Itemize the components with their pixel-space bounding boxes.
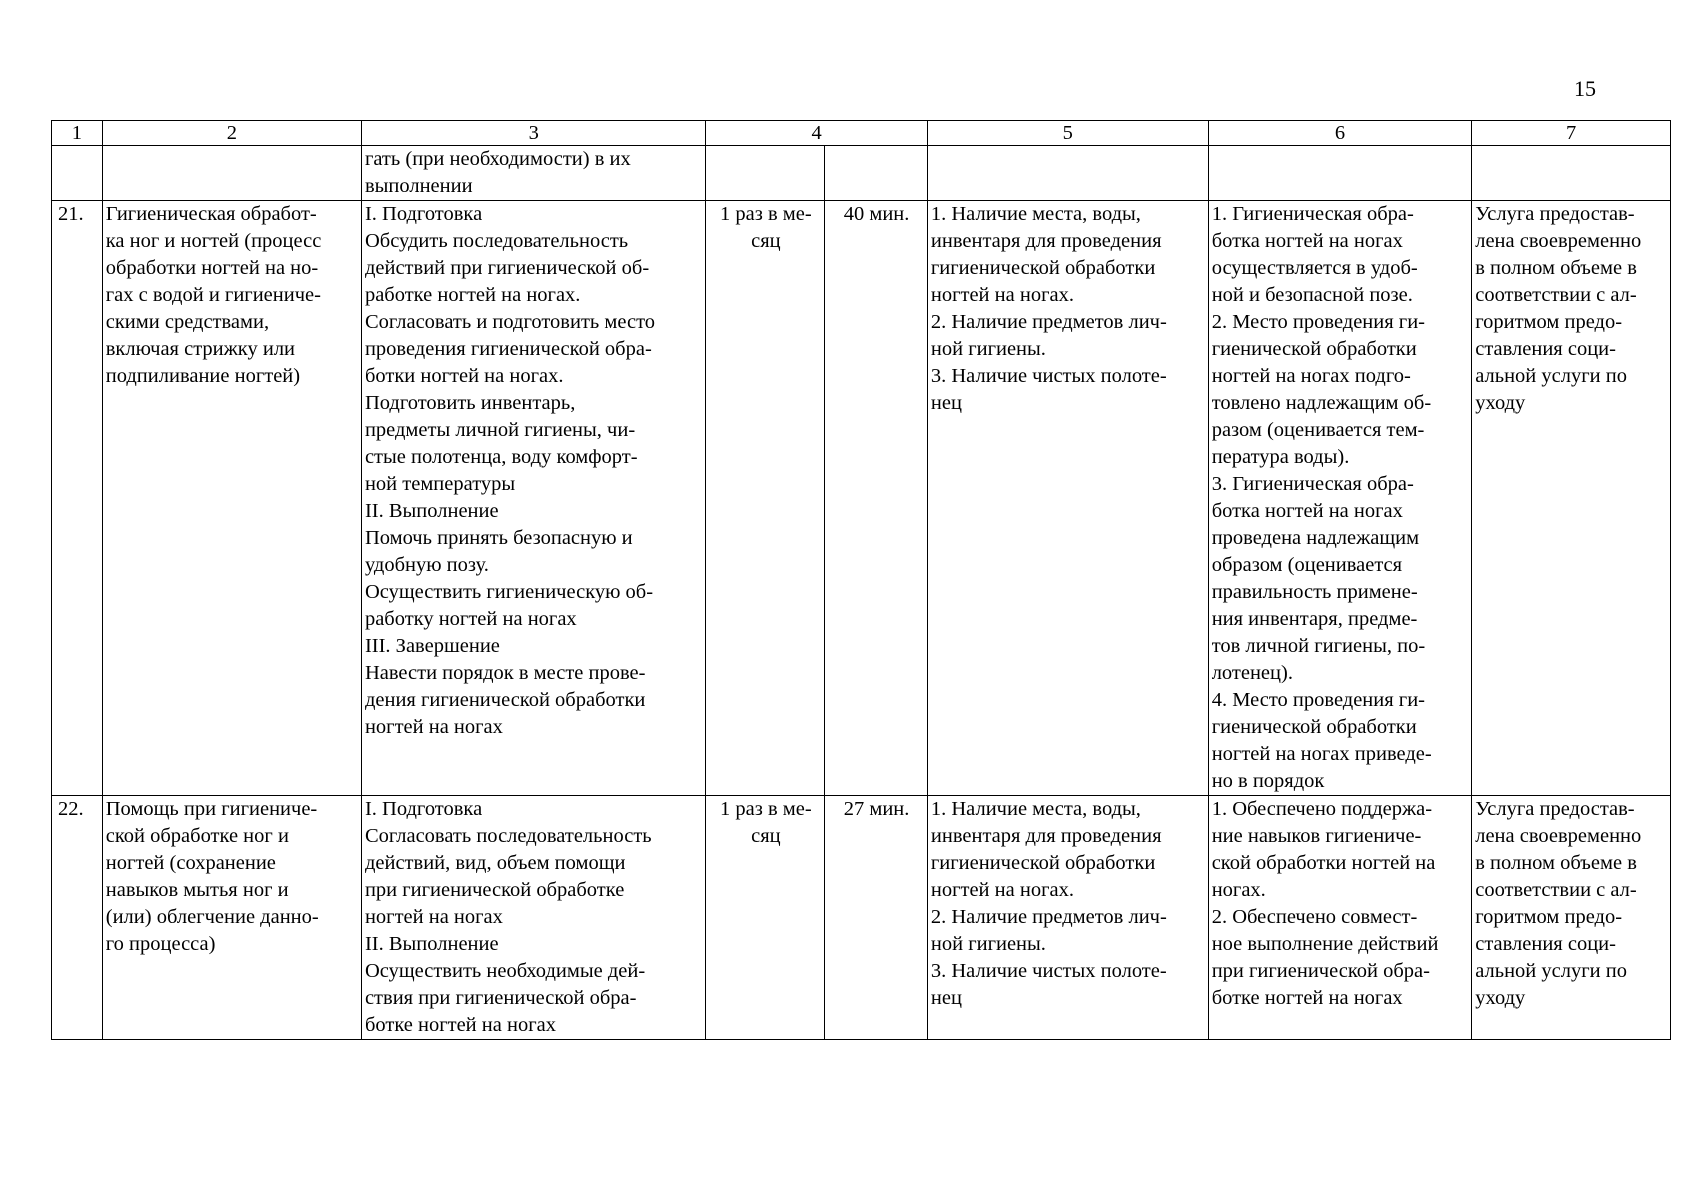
conditions-cell: 1. Наличие места, воды, инвентаря для проведения гигиенической обработки ногтей на ногах. 2. Наличие предметов лич- ной гигиены. 3. Наличие чистых полоте- нец [927, 201, 1208, 796]
column-number: 4 [706, 121, 927, 146]
table-cell [706, 146, 825, 201]
quality-cell: 1. Гигиеническая обра- ботка ногтей на ногах осуществляется в удоб- ной и безопасной позе. 2. Место проведения ги- гиенической обработки ногтей на ногах подго- товлено надлежащим об- разом (оценивается тем- пература воды). 3. Гигиеническая обра- ботка ногтей на ногах проведена надлежащим образом (оценивается правильность примене- ния инвентаря, предме- тов личной гигиены, по- лотенец). 4. Место проведения ги- гиенической обработки ногтей на ногах приведе- но в порядок [1208, 201, 1472, 796]
conditions-cell: 1. Наличие места, воды, инвентаря для проведения гигиенической обработки ногтей на ногах. 2. Наличие предметов лич- ной гигиены. 3. Наличие чистых полоте- нец [927, 796, 1208, 1040]
table-cell [927, 146, 1208, 201]
duration-cell: 40 мин. [825, 201, 928, 796]
row-number: 22. [52, 796, 103, 1040]
frequency-cell: 1 раз в ме- сяц [706, 796, 825, 1040]
continuation-row [52, 146, 1671, 201]
services-table [51, 120, 1671, 1040]
actions-cell: I. Подготовка Обсудить последовательность действий при гигиенической об- работке ногтей на ногах. Согласовать и подготовить место проведения гигиенической обра- ботки ногтей на ногах. Подготовить инвентарь, предметы личной гигиены, чи- стые полотенца, воду комфорт- ной температуры II. Выполнение Помочь принять безопасную и удобную позу. Осуществить гигиеническую об- работку ногтей на ногах III. Завершение Навести порядок в месте прове- дения гигиенической обработки ногтей на ногах [361, 201, 706, 796]
quality-cell: 1. Обеспечено поддержа- ние навыков гигиениче- ской обработки ногтей на ногах. 2. Обеспечено совмест- ное выполнение действий при гигиенической обра- ботке ногтей на ногах [1208, 796, 1472, 1040]
row-number: 21. [52, 201, 103, 796]
result-cell: Услуга предостав- лена своевременно в полном объеме в соответствии с ал- горитмом предо- ставления соци- альной услуги по уходу [1472, 201, 1671, 796]
column-number-row [52, 121, 1671, 146]
table-row [52, 796, 1671, 1040]
frequency-cell: 1 раз в ме- сяц [706, 201, 825, 796]
result-cell: Услуга предостав- лена своевременно в полном объеме в соответствии с ал- горитмом предо- ставления соци- альной услуги по уходу [1472, 796, 1671, 1040]
table-cell [1208, 146, 1472, 201]
service-name-cell: Гигиеническая обработ- ка ног и ногтей (процесс обработки ногтей на но- гах с водой и гигиениче- скими средствами, включая стрижку или подпиливание ногтей) [102, 201, 361, 796]
column-number: 1 [52, 121, 103, 146]
table-row [52, 201, 1671, 796]
table-cell [825, 146, 928, 201]
column-number: 5 [927, 121, 1208, 146]
table-cell [1472, 146, 1671, 201]
table-cell [102, 146, 361, 201]
column-number: 3 [361, 121, 706, 146]
table-cell [52, 146, 103, 201]
column-number: 7 [1472, 121, 1671, 146]
column-number: 6 [1208, 121, 1472, 146]
service-name-cell: Помощь при гигиениче- ской обработке ног и ногтей (сохранение навыков мытья ног и (или) облегчение данно- го процесса) [102, 796, 361, 1040]
actions-cell: I. Подготовка Согласовать последовательность действий, вид, объем помощи при гигиенической обработке ногтей на ногах II. Выполнение Осуществить необходимые дей- ствия при гигиенической обра- ботке ногтей на ногах [361, 796, 706, 1040]
duration-cell: 27 мин. [825, 796, 928, 1040]
column-number: 2 [102, 121, 361, 146]
page-number: 15 [1574, 76, 1596, 101]
actions-cell: гать (при необходимости) в их выполнении [361, 146, 706, 201]
